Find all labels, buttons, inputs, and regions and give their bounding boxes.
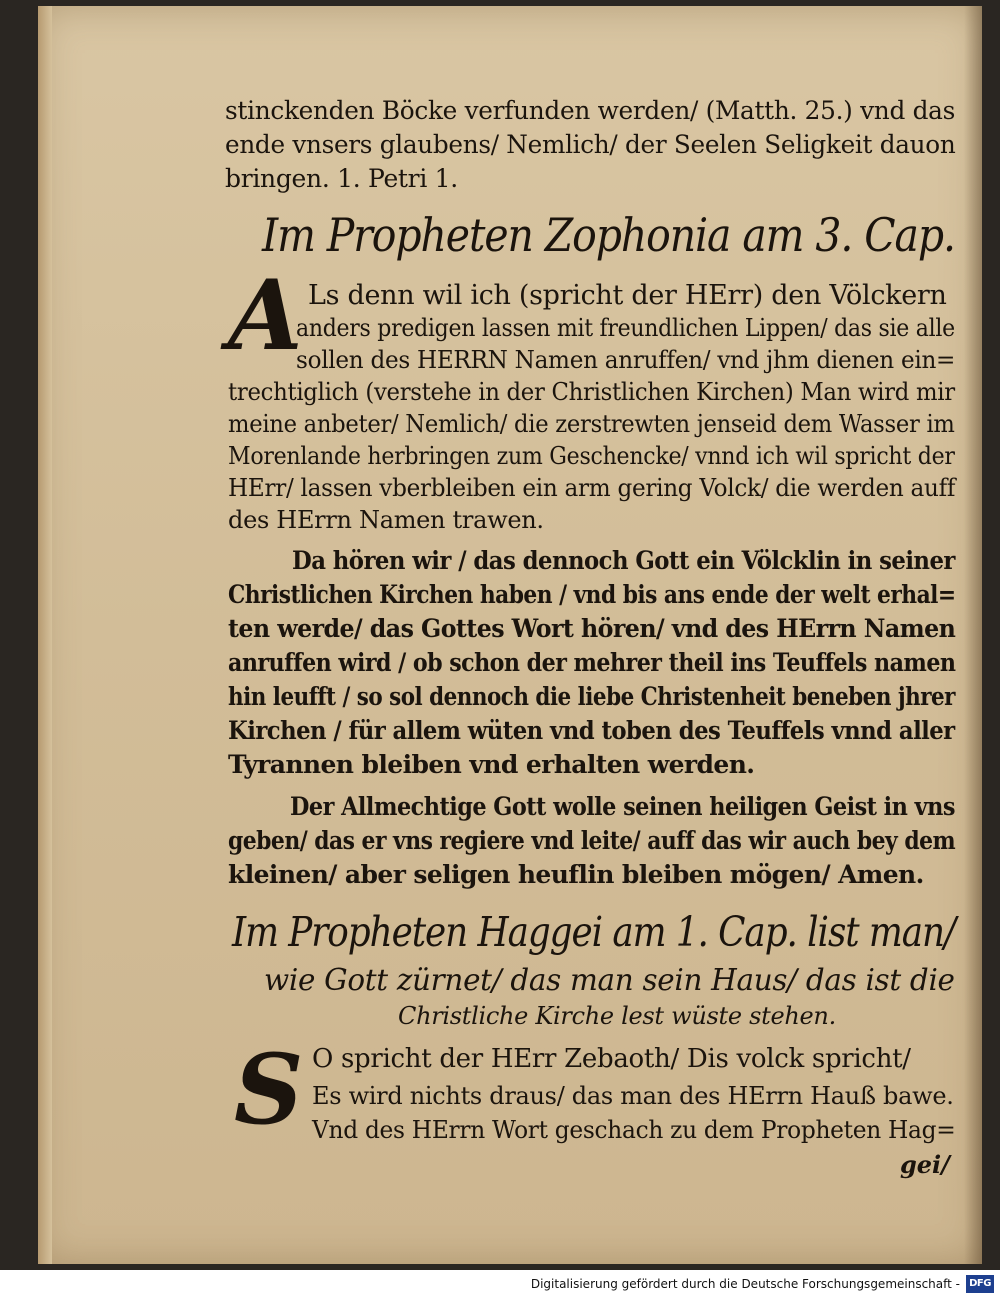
section-2-line: Es wird nichts draus/ das man des HErrn Hauß bawe. <box>312 1082 954 1110</box>
paragraph-2-line: Tyrannen bleiben vnd erhalten werden. <box>228 750 755 779</box>
footer-bar <box>0 1272 1000 1297</box>
heading-zophonia: Im Propheten Zophonia am 3. Cap. <box>262 208 955 262</box>
heading-haggei-line-3: Christliche Kirche lest wüste stehen. <box>398 1002 836 1030</box>
drop-initial-a: A <box>228 259 303 372</box>
section-1-first-line: Ls denn wil ich (spricht der HErr) den Völckern <box>308 280 947 311</box>
section-1-line: anders predigen lassen mit freundlichen Lippen/ das sie alle <box>296 314 955 342</box>
paragraph-2-line: Christlichen Kirchen haben / vnd bis ans ende der welt erhal= <box>228 580 956 609</box>
section-1-line: meine anbeter/ Nemlich/ die zerstrewten jenseid dem Wasser im <box>228 410 955 438</box>
paragraph-3-line: kleinen/ aber seligen heuflin bleiben mögen/ Amen. <box>228 860 924 889</box>
top-line-3: bringen. 1. Petri 1. <box>225 164 458 193</box>
footer-credit: Digitalisierung gefördert durch die Deutsche Forschungsgemeinschaft - <box>530 1277 960 1291</box>
heading-haggei: Im Propheten Haggei am 1. Cap. list man/ <box>232 908 955 956</box>
section-1-line: trechtiglich (verstehe in der Christlichen Kirchen) Man wird mir <box>228 378 955 406</box>
paragraph-2-line: Kirchen / für allem wüten vnd toben des Teuffels vnnd aller <box>228 716 955 745</box>
section-1-line: Morenlande herbringen zum Geschencke/ vnnd ich wil spricht der <box>228 442 955 470</box>
drop-initial-s: S <box>234 1033 304 1146</box>
section-2-first-line: O spricht der HErr Zebaoth/ Dis volck spricht/ <box>312 1044 911 1074</box>
page-edge-left <box>38 6 52 1264</box>
paragraph-3-line: geben/ das er vns regiere vnd leite/ auff das wir auch bey dem <box>228 826 956 855</box>
paragraph-2-line: hin leufft / so sol dennoch die liebe Christenheit beneben jhrer <box>228 682 955 711</box>
paragraph-2-line: anruffen wird / ob schon der mehrer theil ins Teuffels namen <box>228 648 956 677</box>
paragraph-2-line: Da hören wir / das dennoch Gott ein Völcklin in seiner <box>292 546 955 575</box>
catchword: gei/ <box>900 1150 950 1179</box>
paragraph-2-line: ten werde/ das Gottes Wort hören/ vnd des HErrn Namen <box>228 614 956 643</box>
heading-haggei-line-2: wie Gott zürnet/ das man sein Haus/ das ist die <box>264 963 955 998</box>
section-1-line: des HErrn Namen trawen. <box>228 506 544 534</box>
section-1-line: HErr/ lassen vberbleiben ein arm gering Volck/ die werden auff <box>228 474 956 502</box>
section-1-line: sollen des HERRN Namen anruffen/ vnd jhm dienen ein= <box>296 346 956 374</box>
top-line-2: ende vnsers glaubens/ Nemlich/ der Seelen Seligkeit dauon <box>225 130 956 159</box>
paragraph-3-line: Der Allmechtige Gott wolle seinen heiligen Geist in vns <box>290 792 955 821</box>
section-2-line: Vnd des HErrn Wort geschach zu dem Propheten Hag= <box>312 1116 956 1144</box>
top-line-1: stinckenden Böcke verfunden werden/ (Matth. 25.) vnd das <box>225 96 956 125</box>
page-edge-right <box>964 6 982 1264</box>
dfg-logo-icon: DFG <box>966 1275 994 1293</box>
